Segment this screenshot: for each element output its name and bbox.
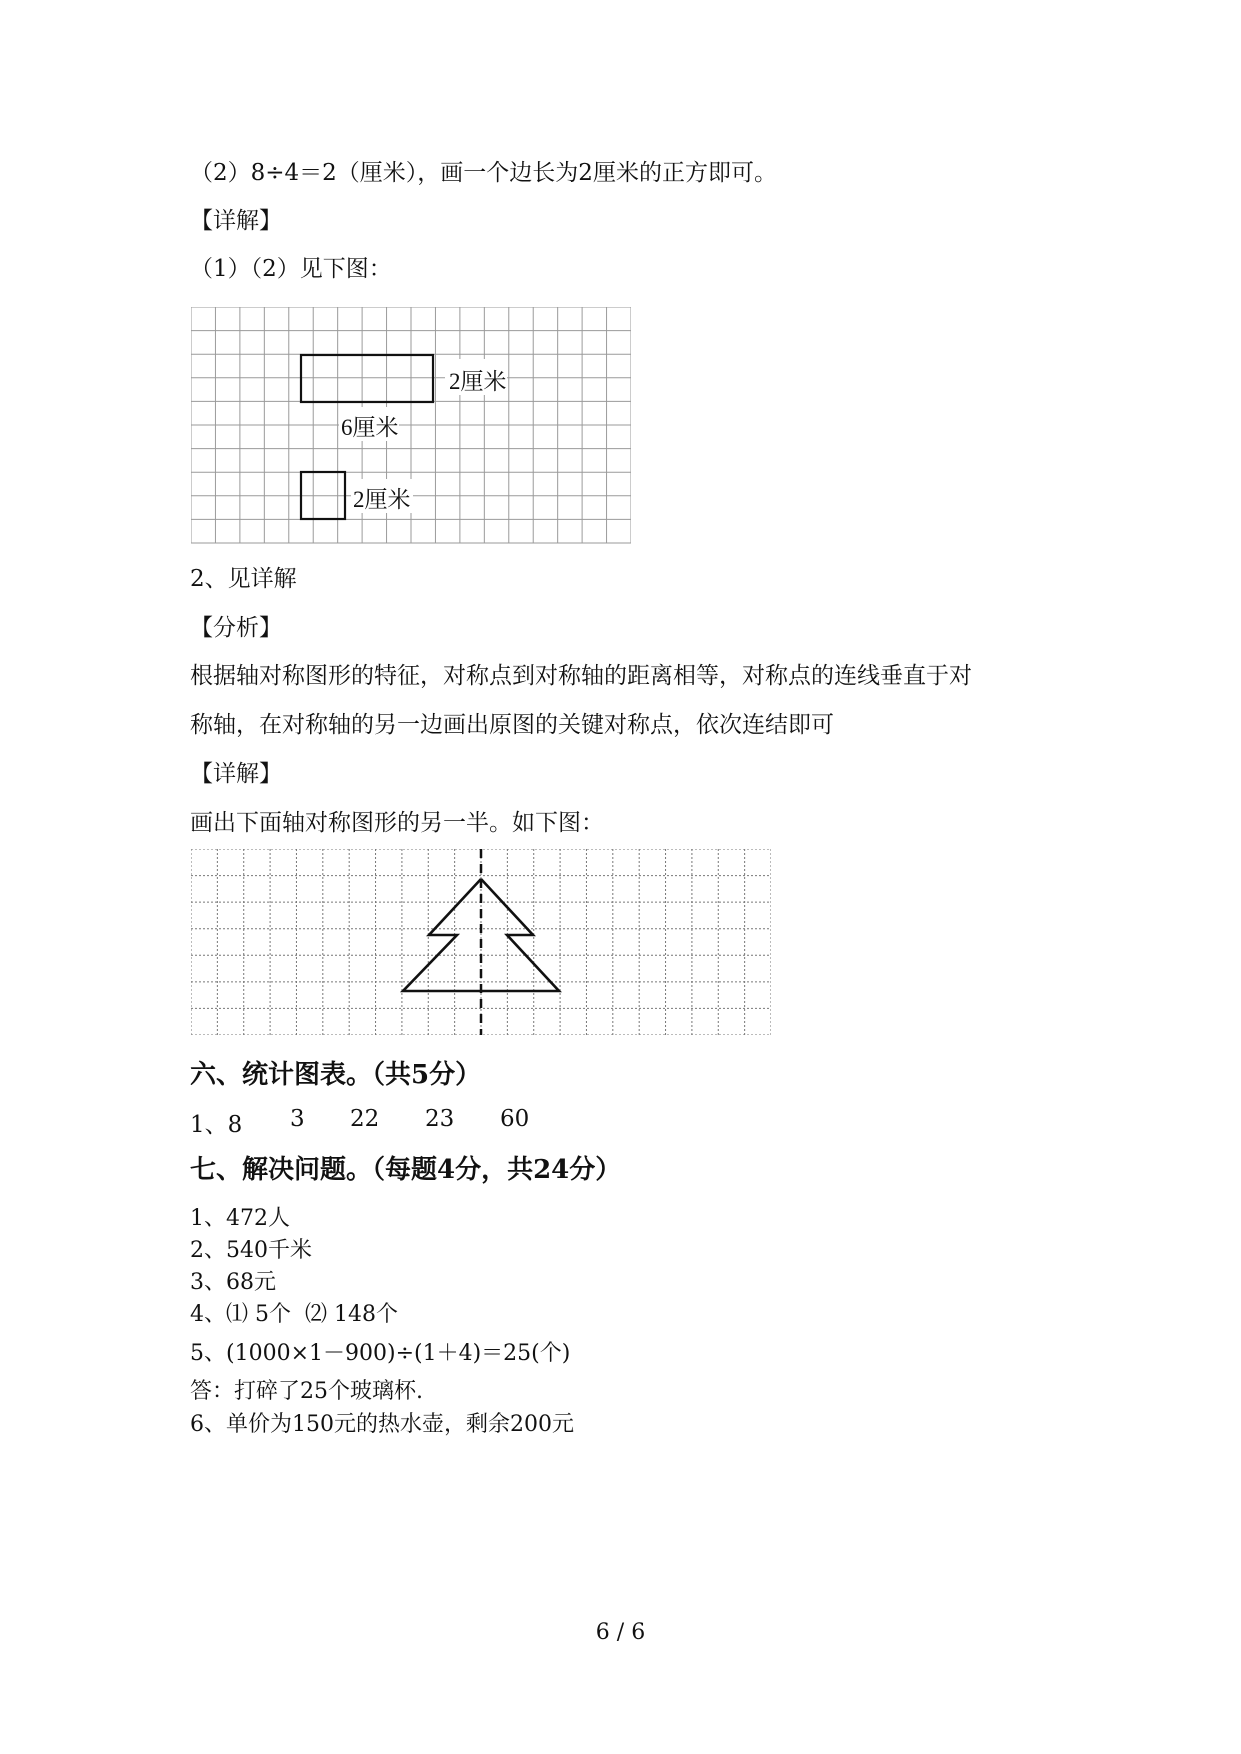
analysis-line-2: 称轴，在对称轴的另一边画出原图的关键对称点，依次连结即可 bbox=[190, 712, 834, 738]
answer-1: 1、472人 bbox=[190, 1206, 290, 1231]
section-6-title: 六、统计图表。（共5分） bbox=[190, 1060, 482, 1090]
answer-2: 2、540千米 bbox=[190, 1238, 312, 1263]
answer-4: 4、⑴ 5个 ⑵ 148个 bbox=[190, 1302, 398, 1327]
see-figure-text: （1）（2）见下图： bbox=[190, 256, 392, 282]
stat-value-1: 3 bbox=[290, 1106, 305, 1132]
stat-value-3: 23 bbox=[425, 1106, 455, 1132]
answer-3: 3、68元 bbox=[190, 1270, 276, 1295]
text-line-2-8div4: （2）8÷4＝2（厘米），画一个边长为2厘米的正方即可。 bbox=[190, 160, 777, 186]
draw-instruction: 画出下面轴对称图形的另一半。如下图： bbox=[190, 810, 604, 836]
question-2-text: 2、见详解 bbox=[190, 566, 297, 592]
detail-label-2: 【详解】 bbox=[190, 761, 282, 787]
answer-5: 5、(1000×1－900)÷(1＋4)＝25(个) bbox=[190, 1341, 571, 1366]
square-side-label: 2厘米 bbox=[353, 487, 411, 512]
answer-5-reply: 答：打碎了25个玻璃杯. bbox=[190, 1379, 423, 1404]
stat-answer-prefix: 1、8 bbox=[190, 1112, 243, 1138]
rect-width-label: 6厘米 bbox=[341, 415, 399, 440]
rect-height-label: 2厘米 bbox=[449, 369, 507, 394]
detail-label: 【详解】 bbox=[190, 208, 282, 234]
grid-figure-rectangle-square bbox=[191, 307, 631, 547]
section-7-title: 七、解决问题。（每题4分，共24分） bbox=[190, 1155, 622, 1185]
stat-value-2: 22 bbox=[350, 1106, 380, 1132]
page-number: 6 / 6 bbox=[595, 1620, 646, 1645]
rectangle-6x2 bbox=[301, 355, 433, 402]
analysis-label: 【分析】 bbox=[190, 615, 282, 641]
stat-value-4: 60 bbox=[500, 1106, 530, 1132]
analysis-line-1: 根据轴对称图形的特征，对称点到对称轴的距离相等，对称点的连线垂直于对 bbox=[190, 663, 972, 689]
answer-6: 6、单价为150元的热水壶，剩余200元 bbox=[190, 1412, 574, 1437]
grid-figure-tree bbox=[191, 849, 771, 1035]
